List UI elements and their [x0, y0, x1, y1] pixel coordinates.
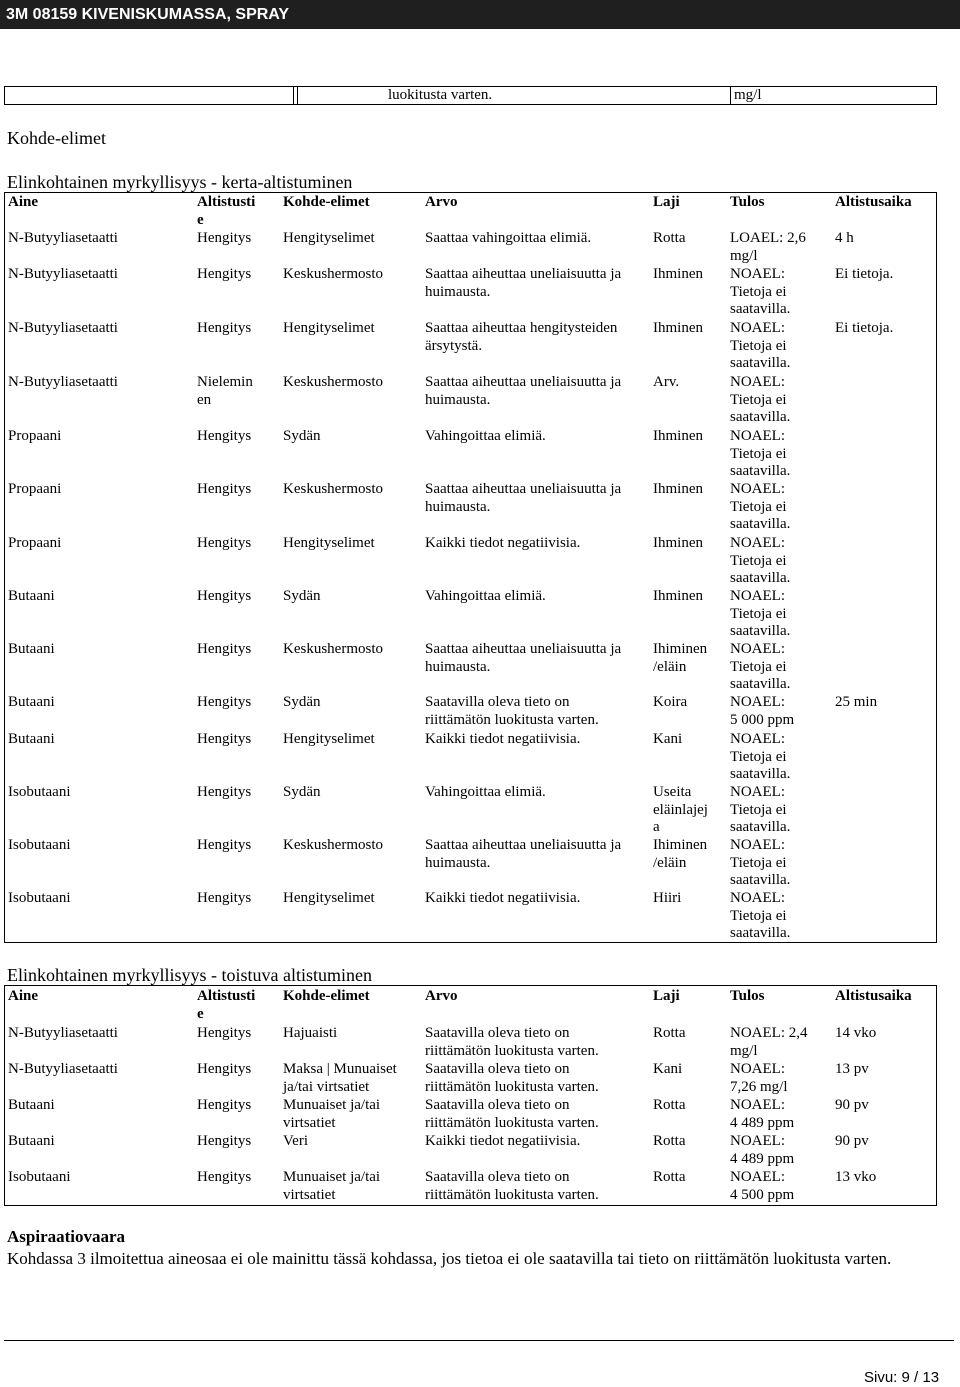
cell-value: Saatavilla oleva tieto on riittämätön luokitusta varten.: [425, 1061, 599, 1095]
cell-exposure-time: 25 min: [835, 694, 878, 710]
header-value: Arvo: [425, 988, 458, 1004]
cell-species: Kani: [653, 1061, 683, 1077]
cell-result: NOAEL: Tietoja ei saatavilla.: [730, 535, 791, 587]
cell-target-organ: Hengityselimet: [283, 320, 375, 336]
cell-route: Hengitys: [197, 890, 252, 906]
cell-species: Arv.: [653, 374, 680, 390]
cell-route: Hengitys: [197, 784, 252, 800]
cell-value: Vahingoittaa elimiä.: [425, 588, 546, 604]
cell-species: Ihiminen /eläin: [653, 837, 708, 871]
cell-substance: N-Butyyliasetaatti: [8, 374, 118, 390]
header-result: Tulos: [730, 194, 765, 210]
header-species: Laji: [653, 988, 680, 1004]
cell-result: NOAEL: Tietoja ei saatavilla.: [730, 837, 791, 889]
cell-species: Rotta: [653, 1025, 686, 1041]
cell-exposure-time: 4 h: [835, 230, 854, 246]
cell-value: Kaikki tiedot negatiivisia.: [425, 890, 581, 906]
cell-route: Hengitys: [197, 481, 252, 497]
cell-result: NOAEL: Tietoja ei saatavilla.: [730, 428, 791, 480]
cell-result: NOAEL: Tietoja ei saatavilla.: [730, 890, 791, 942]
cell-species: Koira: [653, 694, 688, 710]
header-substance: Aine: [8, 194, 38, 210]
cell-species: Useita eläinlajej a: [653, 784, 708, 836]
cell-value: Kaikki tiedot negatiivisia.: [425, 1133, 581, 1149]
cell-target-organ: Keskushermosto: [283, 837, 383, 853]
cell-route: Hengitys: [197, 1133, 252, 1149]
cell-exposure-time: 13 vko: [835, 1169, 877, 1185]
document-header: 3M 08159 KIVENISKUMASSA, SPRAY: [0, 0, 960, 29]
cell-species: Rotta: [653, 1097, 686, 1113]
cell-result: NOAEL: Tietoja ei saatavilla.: [730, 320, 791, 372]
cell-value: Vahingoittaa elimiä.: [425, 428, 546, 444]
cell-result: NOAEL: Tietoja ei saatavilla.: [730, 266, 791, 318]
cell-species: Kani: [653, 731, 683, 747]
cell-target-organ: Munuaiset ja/tai virtsatiet: [283, 1097, 381, 1131]
cell-target-organ: Maksa | Munuaiset ja/tai virtsatiet: [283, 1061, 397, 1095]
cell-exposure-time: 90 pv: [835, 1133, 869, 1149]
cell-target-organ: Sydän: [283, 428, 321, 444]
cell-value: Saatavilla oleva tieto on riittämätön luokitusta varten.: [425, 1097, 599, 1131]
cell-value: Saatavilla oleva tieto on riittämätön luokitusta varten.: [425, 694, 599, 728]
cell-exposure-time: 14 vko: [835, 1025, 877, 1041]
cell-value: Saattaa vahingoittaa elimiä.: [425, 230, 592, 246]
cell-result: NOAEL: 2,4 mg/l: [730, 1025, 808, 1059]
cell-species: Hiiri: [653, 890, 682, 906]
cell-route: Hengitys: [197, 837, 252, 853]
cell-target-organ: Keskushermosto: [283, 374, 383, 390]
header-route: Altistusti e: [197, 988, 256, 1022]
cell-route: Nielemin en: [197, 374, 253, 408]
single-exposure-title: Elinkohtainen myrkyllisyys - kerta-altistuminen: [7, 172, 353, 192]
header-value: Arvo: [425, 194, 458, 210]
header-target-organ: Kohde-elimet: [283, 988, 370, 1004]
single-exposure-table: [4, 192, 937, 943]
footer-divider: [4, 1340, 954, 1341]
cell-substance: N-Butyyliasetaatti: [8, 1061, 118, 1077]
header-target-organ: Kohde-elimet: [283, 194, 370, 210]
cell-value: Saattaa aiheuttaa uneliaisuutta ja huimausta.: [425, 481, 622, 515]
cell-species: Rotta: [653, 1169, 686, 1185]
cell-route: Hengitys: [197, 731, 252, 747]
cell-result: LOAEL: 2,6 mg/l: [730, 230, 806, 264]
cell-value: Kaikki tiedot negatiivisia.: [425, 731, 581, 747]
cell-target-organ: Hengityselimet: [283, 890, 375, 906]
cell-exposure-time: Ei tietoja.: [835, 266, 894, 282]
cell-substance: Butaani: [8, 694, 55, 710]
header-species: Laji: [653, 194, 680, 210]
cell-exposure-time: 90 pv: [835, 1097, 869, 1113]
cell-result: NOAEL: Tietoja ei saatavilla.: [730, 374, 791, 426]
cell-substance: Isobutaani: [8, 1169, 71, 1185]
cell-target-organ: Hajuaisti: [283, 1025, 338, 1041]
cell-value: Saattaa aiheuttaa hengitysteiden ärsytystä.: [425, 320, 618, 354]
cell-result: NOAEL: 7,26 mg/l: [730, 1061, 788, 1095]
cell-route: Hengitys: [197, 641, 252, 657]
cell-species: Ihminen: [653, 481, 703, 497]
cell-route: Hengitys: [197, 588, 252, 604]
cell-route: Hengitys: [197, 1097, 252, 1113]
aspiration-title: Aspiraatiovaara: [7, 1227, 126, 1246]
cell-result: NOAEL: 4 500 ppm: [730, 1169, 795, 1203]
kohde-elimet-heading: Kohde-elimet: [7, 128, 106, 148]
cell-species: Ihminen: [653, 588, 703, 604]
cell-target-organ: Sydän: [283, 588, 321, 604]
cell-species: Ihminen: [653, 320, 703, 336]
cell-target-organ: Munuaiset ja/tai virtsatiet: [283, 1169, 381, 1203]
cell-value: Vahingoittaa elimiä.: [425, 784, 546, 800]
cell-value: Saattaa aiheuttaa uneliaisuutta ja huimausta.: [425, 641, 622, 675]
cell-substance: Butaani: [8, 731, 55, 747]
cell-result: NOAEL: Tietoja ei saatavilla.: [730, 481, 791, 533]
cell-exposure-time: 13 pv: [835, 1061, 869, 1077]
row-cell: [297, 87, 731, 104]
header-substance: Aine: [8, 988, 38, 1004]
cell-route: Hengitys: [197, 1061, 252, 1077]
cell-substance: Butaani: [8, 588, 55, 604]
cell-species: Rotta: [653, 230, 686, 246]
cell-target-organ: Hengityselimet: [283, 230, 375, 246]
cell-result: NOAEL: Tietoja ei saatavilla.: [730, 731, 791, 783]
cell-result: NOAEL: Tietoja ei saatavilla.: [730, 588, 791, 640]
cell-route: Hengitys: [197, 428, 252, 444]
cell-substance: Propaani: [8, 535, 62, 551]
cell-target-organ: Veri: [283, 1133, 308, 1149]
repeated-exposure-title: Elinkohtainen myrkyllisyys - toistuva altistuminen: [7, 965, 372, 985]
cell-substance: N-Butyyliasetaatti: [8, 230, 118, 246]
cell-result: NOAEL: Tietoja ei saatavilla.: [730, 641, 791, 693]
cell-species: Ihminen: [653, 266, 703, 282]
header-exposure-time: Altistusaika: [835, 988, 912, 1004]
cell-target-organ: Keskushermosto: [283, 266, 383, 282]
cell-species: Ihminen: [653, 428, 703, 444]
cell-target-organ: Keskushermosto: [283, 481, 383, 497]
cell-result: NOAEL: 5 000 ppm: [730, 694, 795, 728]
cell-substance: Propaani: [8, 481, 62, 497]
cell-substance: Isobutaani: [8, 837, 71, 853]
cell-target-organ: Hengityselimet: [283, 535, 375, 551]
cell-substance: N-Butyyliasetaatti: [8, 1025, 118, 1041]
cell-route: Hengitys: [197, 1025, 252, 1041]
cell-value: Saattaa aiheuttaa uneliaisuutta ja huimausta.: [425, 266, 622, 300]
cell-substance: N-Butyyliasetaatti: [8, 320, 118, 336]
cell-value: Saatavilla oleva tieto on riittämätön luokitusta varten.: [425, 1025, 599, 1059]
cell-route: Hengitys: [197, 535, 252, 551]
cell-route: Hengitys: [197, 1169, 252, 1185]
row-unit: mg/l: [734, 87, 762, 103]
cell-species: Ihminen: [653, 535, 703, 551]
cell-exposure-time: Ei tietoja.: [835, 320, 894, 336]
cell-result: NOAEL: 4 489 ppm: [730, 1097, 795, 1131]
header-exposure-time: Altistusaika: [835, 194, 912, 210]
cell-route: Hengitys: [197, 320, 252, 336]
cell-substance: N-Butyyliasetaatti: [8, 266, 118, 282]
cell-target-organ: Keskushermosto: [283, 641, 383, 657]
cell-substance: Isobutaani: [8, 890, 71, 906]
cell-substance: Propaani: [8, 428, 62, 444]
cell-species: Ihiminen /eläin: [653, 641, 708, 675]
cell-substance: Butaani: [8, 1133, 55, 1149]
cell-target-organ: Sydän: [283, 694, 321, 710]
cell-result: NOAEL: Tietoja ei saatavilla.: [730, 784, 791, 836]
header-result: Tulos: [730, 988, 765, 1004]
cell-route: Hengitys: [197, 266, 252, 282]
cell-value: Saatavilla oleva tieto on riittämätön luokitusta varten.: [425, 1169, 599, 1203]
row-text: luokitusta varten.: [388, 87, 493, 103]
cell-substance: Isobutaani: [8, 784, 71, 800]
cell-result: NOAEL: 4 489 ppm: [730, 1133, 795, 1167]
row-cell: [5, 87, 294, 104]
cell-route: Hengitys: [197, 694, 252, 710]
cell-value: Saattaa aiheuttaa uneliaisuutta ja huimausta.: [425, 374, 622, 408]
repeated-exposure-table: [4, 985, 937, 1206]
cell-route: Hengitys: [197, 230, 252, 246]
cell-target-organ: Sydän: [283, 784, 321, 800]
aspiration-text: Kohdassa 3 ilmoitettua aineosaa ei ole mainittu tässä kohdassa, jos tietoa ei ole saatavilla tai tieto on riittämätön luokitusta varten.: [7, 1249, 892, 1268]
cell-substance: Butaani: [8, 1097, 55, 1113]
cell-substance: Butaani: [8, 641, 55, 657]
cell-species: Rotta: [653, 1133, 686, 1149]
continued-table-row: [4, 86, 937, 105]
cell-value: Kaikki tiedot negatiivisia.: [425, 535, 581, 551]
cell-target-organ: Hengityselimet: [283, 731, 375, 747]
cell-value: Saattaa aiheuttaa uneliaisuutta ja huimausta.: [425, 837, 622, 871]
header-route: Altistusti e: [197, 194, 256, 228]
page-number: Sivu: 9 / 13: [864, 1369, 940, 1386]
